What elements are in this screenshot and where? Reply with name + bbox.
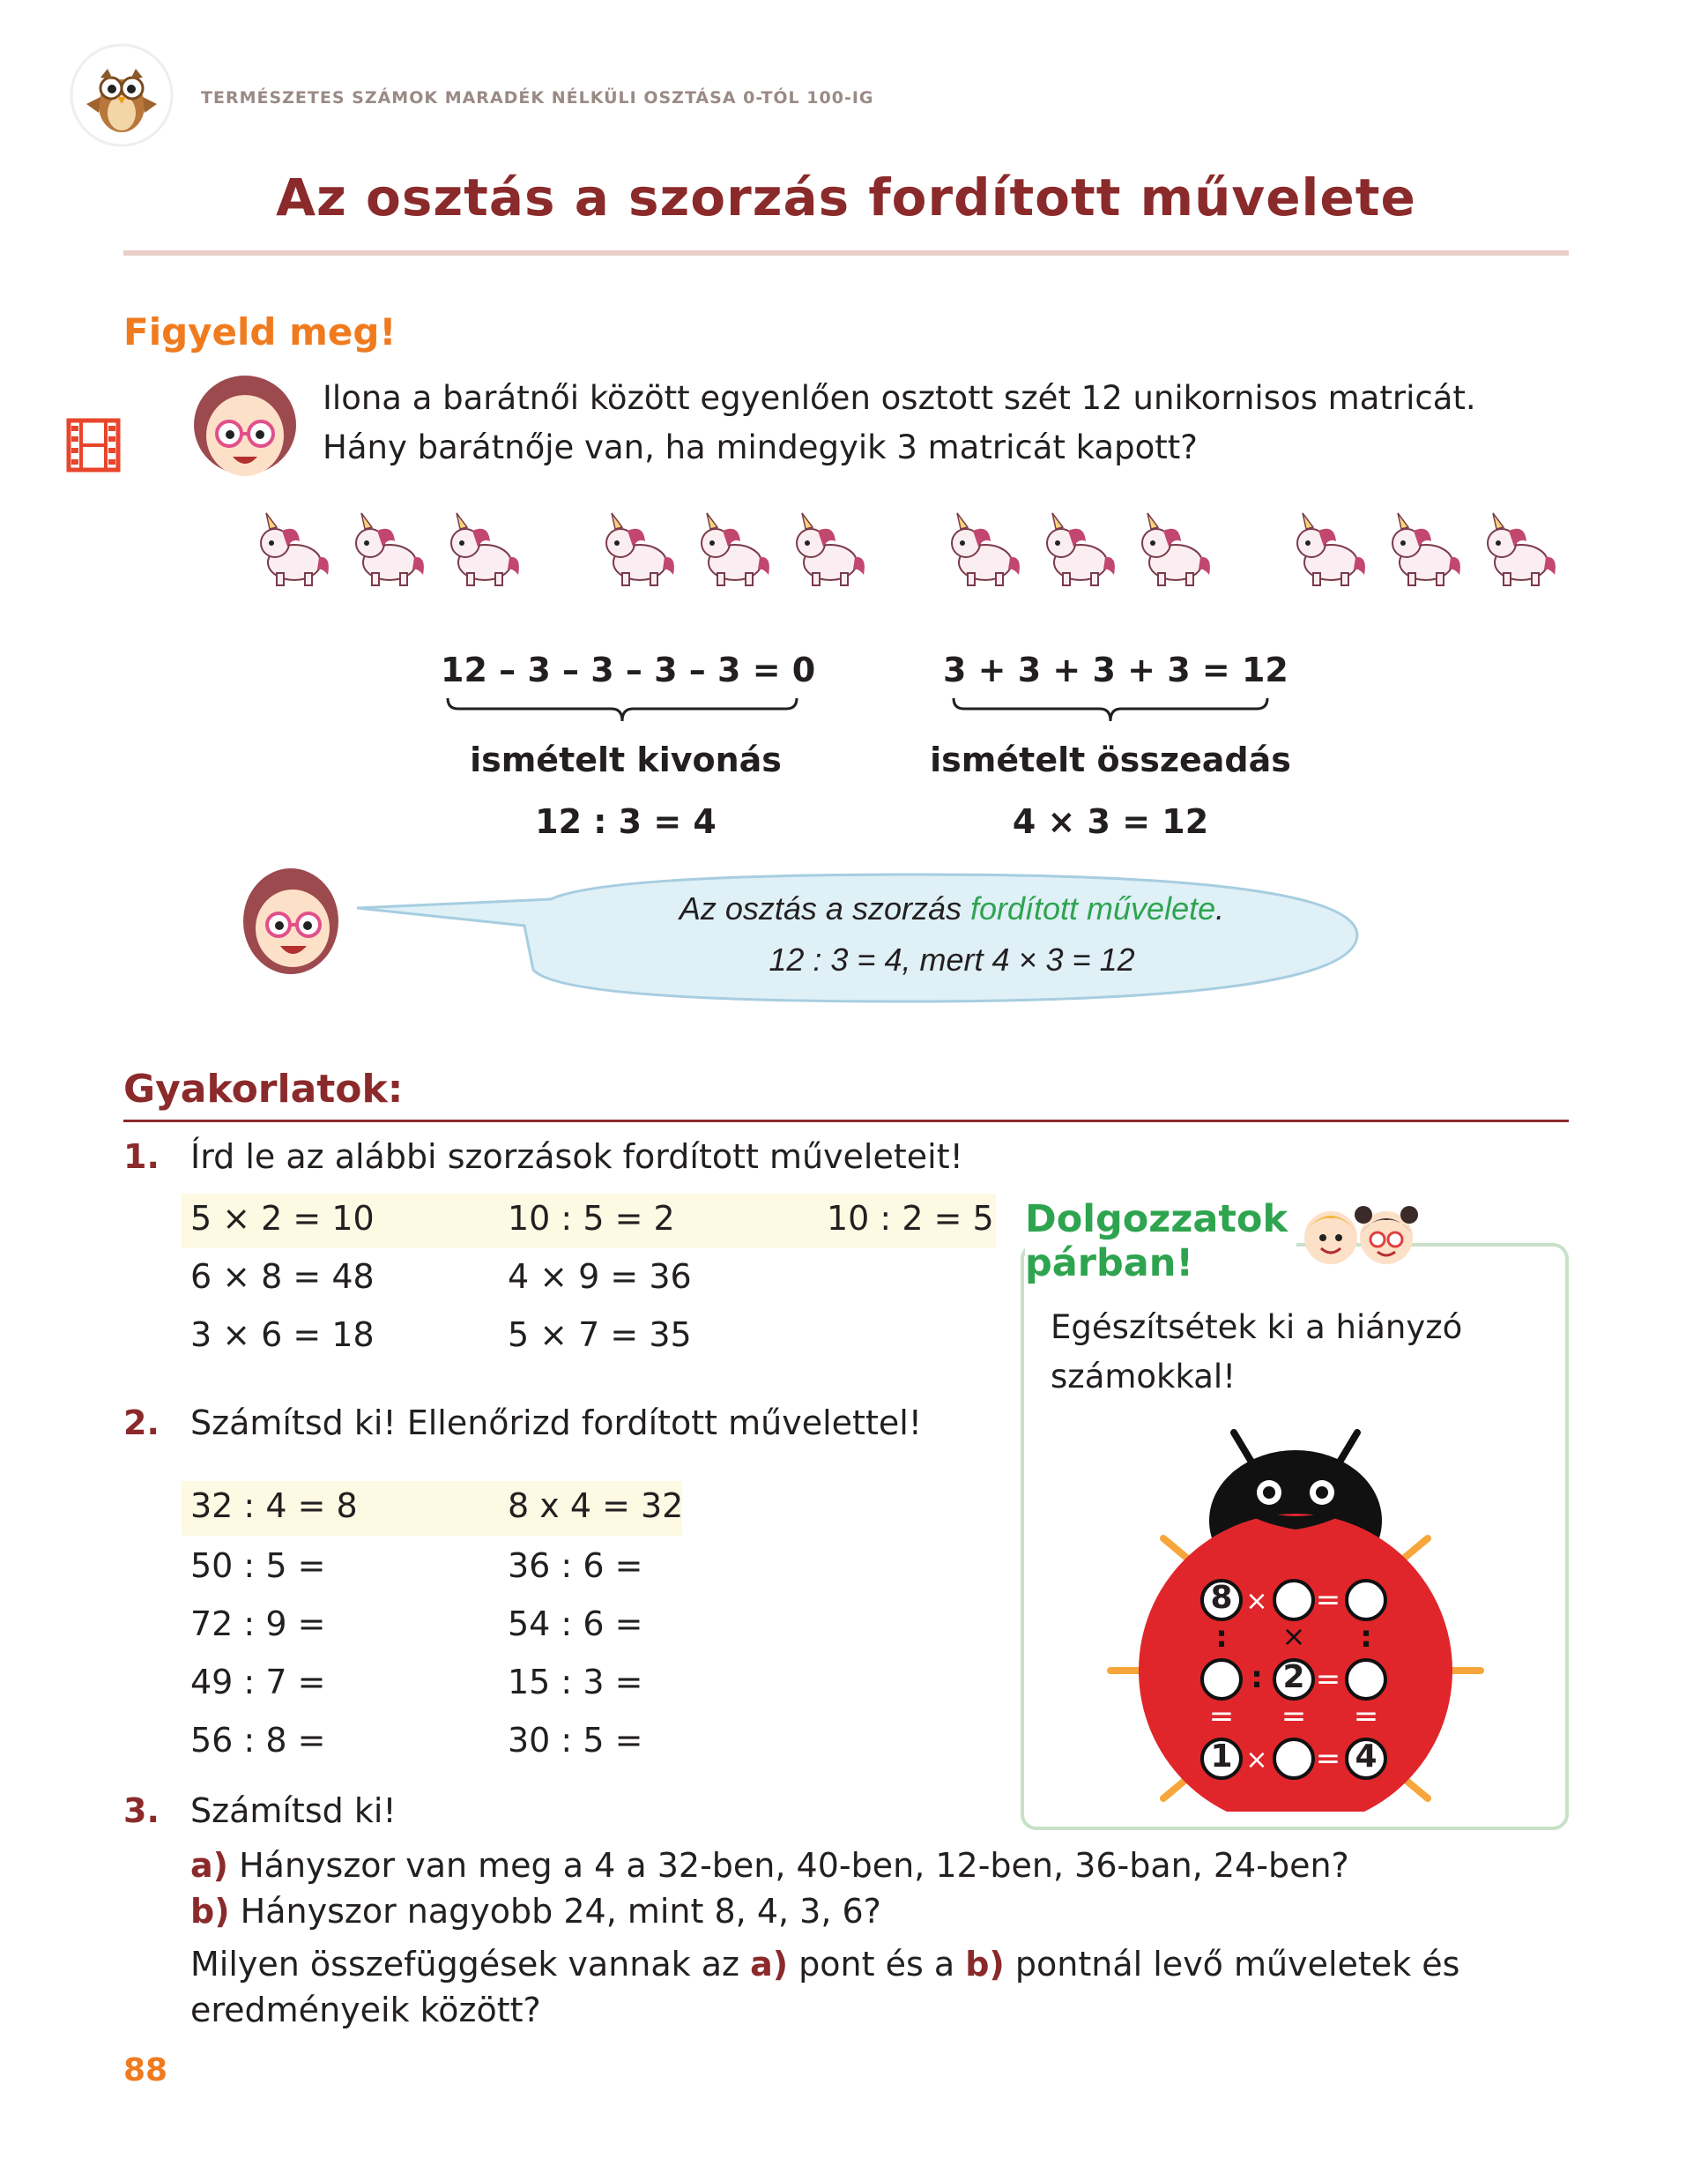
task-1-cell: 10 : 5 = 2 (508, 1199, 675, 1238)
task-2-text: Számítsd ki! Ellenőrizd fordított művelettel! (190, 1403, 923, 1442)
grid-operator: = (1353, 1699, 1379, 1734)
unicorn-stickers (247, 511, 1551, 599)
pair-work-title (1025, 1197, 1296, 1285)
task-3-question-ref-b: b) (965, 1945, 1005, 1984)
grid-value: 1 (1210, 1738, 1233, 1775)
task-2-cell: 32 : 4 = 8 (190, 1486, 358, 1525)
task-3b (190, 1892, 881, 1931)
pair-work-title-line-1: Dolgozzatok (1025, 1197, 1288, 1241)
bubble-rule-suffix: . (1215, 890, 1225, 927)
multiplication-result: 4 × 3 = 12 (1012, 802, 1209, 841)
repeated-addition-equation: 3 + 3 + 3 + 3 = 12 (943, 651, 1288, 689)
intro-line-2: Hány barátnője van, ha mindegyik 3 matricát kapott? (323, 428, 1198, 466)
pair-work-title-line-2: párban! (1025, 1241, 1194, 1285)
chapter-title: TERMÉSZETES SZÁMOK MARADÉK NÉLKÜLI OSZTÁSA 0-TÓL 100-IG (201, 88, 874, 108)
task-2-cell: 30 : 5 = (508, 1721, 643, 1760)
unicorn-sticker-icon (592, 511, 677, 591)
repeated-subtraction-equation: 12 – 3 – 3 – 3 – 3 = 0 (441, 651, 816, 689)
grid-operator: × (1245, 1745, 1268, 1775)
girl-avatar-icon (238, 860, 353, 983)
unicorn-sticker-icon (247, 511, 331, 591)
task-2-cell: 49 : 7 = (190, 1663, 326, 1701)
unicorn-sticker-icon (342, 511, 427, 591)
kids-avatar-icon (1291, 1199, 1423, 1269)
unicorn-sticker-icon (1033, 511, 1118, 591)
bubble-rule-text (564, 890, 1340, 927)
task-1-number: 1. (123, 1137, 160, 1176)
task-2-cell: 15 : 3 = (508, 1663, 643, 1701)
task-3-question-part: Milyen összefüggések vannak az (190, 1945, 751, 1984)
task-3-text: Számítsd ki! (190, 1791, 397, 1830)
grid-operator: : (1215, 1619, 1228, 1655)
page-title: Az osztás a szorzás fordított művelete (276, 167, 1416, 227)
grid-value: 4 (1355, 1738, 1378, 1775)
bubble-example: 12 : 3 = 4, mert 4 × 3 = 12 (769, 942, 1135, 978)
task-3a-text: Hányszor van meg a 4 a 32-ben, 40-ben, 12-ben, 36-ban, 24-ben? (228, 1846, 1349, 1885)
title-divider (123, 250, 1569, 256)
task-3-question (190, 1945, 1459, 1984)
grid-operator: : (1251, 1660, 1263, 1695)
task-2-cell: 50 : 5 = (190, 1546, 326, 1585)
task-3b-text: Hányszor nagyobb 24, mint 8, 4, 3, 6? (229, 1892, 881, 1931)
girl-avatar-icon (185, 368, 305, 488)
task-3-question-part: pont és a (788, 1945, 966, 1984)
task-3-number: 3. (123, 1791, 160, 1830)
repeated-subtraction-label: ismételt kivonás (470, 741, 782, 779)
unicorn-sticker-icon (1378, 511, 1463, 591)
task-2-cell: 54 : 6 = (508, 1604, 643, 1643)
observe-heading: Figyeld meg! (123, 310, 397, 354)
right-brace (952, 696, 1269, 723)
task-3-question-line-2: eredményeik között? (190, 1991, 541, 2029)
repeated-addition-label: ismételt összeadás (930, 741, 1291, 779)
unicorn-sticker-icon (783, 511, 867, 591)
exercises-heading: Gyakorlatok: (123, 1067, 404, 1112)
left-brace (446, 696, 798, 723)
intro-line-1: Ilona a barátnői között egyenlően osztott szét 12 unikornisos matricát. (323, 379, 1476, 417)
task-1-cell: 6 × 8 = 48 (190, 1257, 375, 1296)
task-2-cell: 8 x 4 = 32 (508, 1486, 684, 1525)
film-icon[interactable] (65, 417, 122, 473)
task-3b-label: b) (190, 1892, 230, 1931)
bubble-rule-highlight: fordított művelete (969, 890, 1216, 927)
grid-value: 8 (1210, 1580, 1233, 1616)
page-number: 88 (123, 2052, 168, 2088)
grid-operator: × (1245, 1586, 1268, 1617)
task-1-cell: 10 : 2 = 5 (827, 1199, 994, 1238)
pair-instruction-line-1: Egészítsétek ki a hiányzó (1051, 1308, 1463, 1346)
bubble-rule-prefix: Az osztás a szorzás (679, 890, 970, 927)
task-2-number: 2. (123, 1403, 160, 1442)
unicorn-sticker-icon (1283, 511, 1368, 591)
unicorn-sticker-icon (1474, 511, 1558, 591)
task-1-cell: 3 × 6 = 18 (190, 1315, 375, 1354)
grid-operator: = (1315, 1582, 1341, 1618)
task-2-cell: 56 : 8 = (190, 1721, 326, 1760)
task-3a (190, 1846, 1349, 1885)
grid-operator: : (1360, 1619, 1372, 1655)
pair-instruction-line-2: számokkal! (1051, 1358, 1236, 1396)
task-3a-label: a) (190, 1846, 229, 1885)
grid-operator: = (1208, 1699, 1235, 1734)
task-2-cell: 72 : 9 = (190, 1604, 326, 1643)
task-3-question-part: pontnál levő műveletek és (1004, 1945, 1460, 1984)
division-result: 12 : 3 = 4 (535, 802, 717, 841)
task-3-question-ref-a: a) (750, 1945, 789, 1984)
grid-operator: × (1281, 1619, 1306, 1653)
grid-operator: = (1315, 1741, 1341, 1776)
grid-operator: = (1315, 1662, 1341, 1697)
task-1-cell: 5 × 7 = 35 (508, 1315, 692, 1354)
owl-logo-icon (69, 42, 175, 148)
unicorn-sticker-icon (437, 511, 522, 591)
exercises-divider (123, 1120, 1569, 1122)
task-1-cell: 4 × 9 = 36 (508, 1257, 692, 1296)
grid-operator: = (1281, 1699, 1307, 1734)
unicorn-sticker-icon (1128, 511, 1213, 591)
unicorn-sticker-icon (687, 511, 772, 591)
unicorn-sticker-icon (938, 511, 1022, 591)
ladybug-illustration (1084, 1406, 1507, 1812)
grid-value: 2 (1282, 1659, 1305, 1695)
task-2-cell: 36 : 6 = (508, 1546, 643, 1585)
task-1-cell: 5 × 2 = 10 (190, 1199, 375, 1238)
task-1-text: Írd le az alábbi szorzások fordított műveleteit! (190, 1137, 963, 1176)
